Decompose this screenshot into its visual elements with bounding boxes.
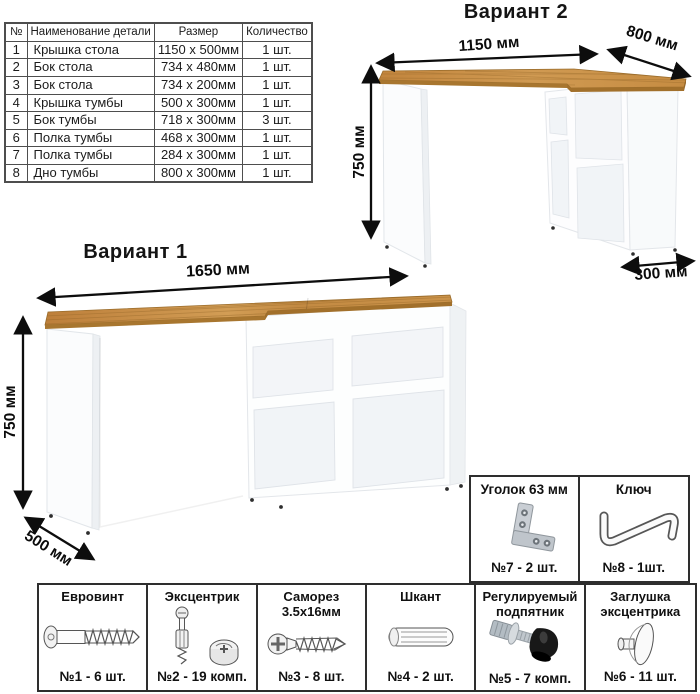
v1-left-panel — [47, 329, 243, 535]
v1-dim-height: 750 мм — [2, 385, 19, 439]
hardware-item-podpyatnik: Регулируемый подпятник №5 - 7 комп. — [476, 585, 585, 690]
hardware-item-evrovint: Евровинт №1 - 6 шт. — [39, 585, 148, 690]
table-row: 5 Бок тумбы 718 x 300мм 3 шт. — [5, 112, 312, 130]
hardware-item-ugolok: Уголок 63 мм №7 - 2 шт. — [471, 477, 580, 581]
v1-dim-width: 1650 мм — [185, 260, 251, 281]
cam-cap-icon — [608, 619, 672, 669]
adjustable-foot-icon — [482, 619, 578, 671]
variant1-illustration — [0, 250, 470, 580]
variant1-title: Вариант 1 — [83, 241, 188, 263]
hardware-item-excentrik: Эксцентрик №2 - 19 комп. — [148, 585, 257, 690]
table-row: 6 Полка тумбы 468 x 300мм 1 шт. — [5, 129, 312, 147]
hardware-item-klyuch: Ключ №8 - 1шт. — [580, 477, 689, 581]
hardware-item-samorez: Саморез 3.5x16мм №3 - 8 шт. — [258, 585, 367, 690]
table-row: 7 Полка тумбы 284 x 300мм 1 шт. — [5, 147, 312, 165]
euro-screw-icon — [42, 619, 144, 655]
v2-dim-width: 1150 мм — [458, 33, 520, 56]
hardware-item-zaglushka: Заглушка эксцентрика №6 - 11 шт. — [600, 589, 681, 685]
screw-icon — [265, 624, 357, 664]
table-header-row — [5, 23, 312, 41]
v2-left-panel — [383, 80, 431, 268]
v1-dim-depth: 500 мм — [21, 527, 76, 570]
hardware-item-shkant: Шкант №4 - 2 шт. — [367, 585, 476, 690]
v2-shelf-unit — [545, 83, 678, 256]
v2-dim-depth: 800 мм — [624, 22, 681, 55]
v2-dim-side: 300 мм — [633, 263, 689, 284]
variant2-title: Вариант 2 — [463, 1, 569, 23]
table-row: 2 Бок стола 734 x 480мм 1 шт. — [5, 59, 312, 77]
table-row: 8 Дно тумбы 800 x 300мм 1 шт. — [5, 164, 312, 182]
v1-shelf-unit — [246, 303, 466, 509]
table-row: 1 Крышка стола 1150 x 500мм 1 шт. — [5, 41, 312, 59]
hex-key-icon — [586, 502, 682, 556]
table-header-cell: Наименование детали — [27, 23, 154, 41]
table-header-cell: № — [5, 23, 27, 41]
v2-desk-top — [379, 69, 690, 92]
table-header-cell: Размер — [154, 23, 242, 41]
parts-table — [4, 22, 313, 183]
hardware-extras-box — [469, 475, 690, 583]
table-row: 4 Крышка тумбы 500 x 300мм 1 шт. — [5, 94, 312, 112]
corner-bracket-icon — [482, 500, 566, 558]
cam-lock-icon — [152, 606, 252, 668]
hardware-row — [37, 583, 697, 692]
v2-dim-height: 750 мм — [351, 125, 368, 179]
table-header-cell: Количество — [243, 23, 312, 41]
dowel-icon — [381, 618, 461, 656]
table-row: 3 Бок стола 734 x 200мм 1 шт. — [5, 76, 312, 94]
